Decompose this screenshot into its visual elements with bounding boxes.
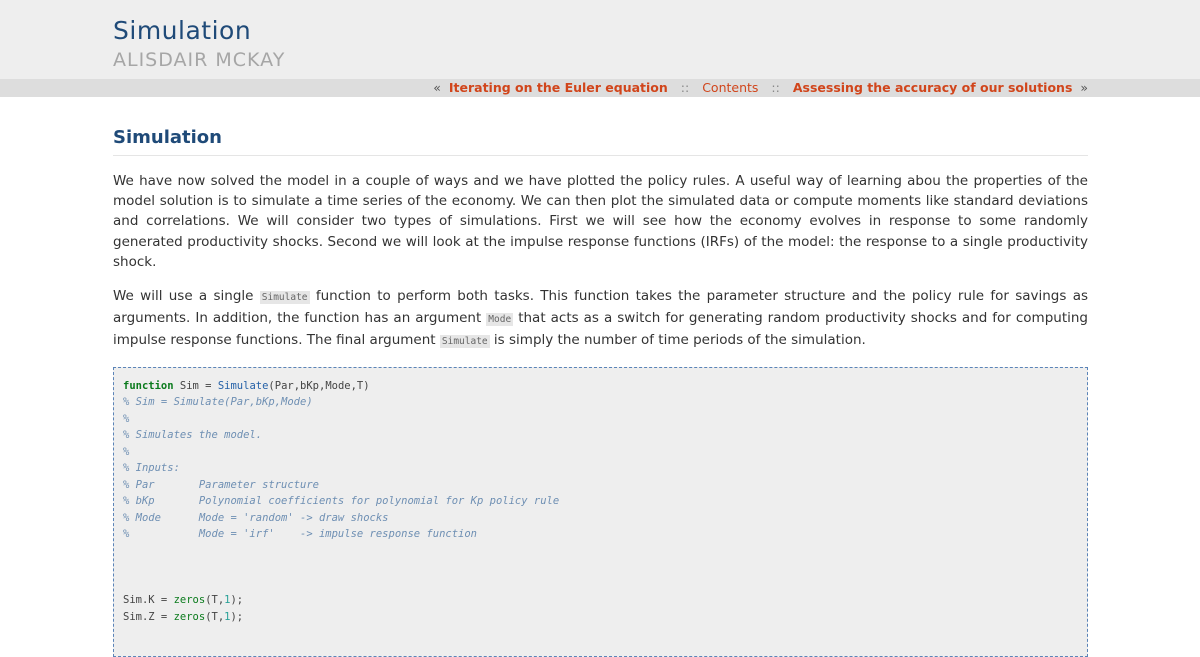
code-function-name: zeros [173, 610, 206, 623]
paragraph-text: function to perform both tasks. This function takes the parameter structure and the policy rule for savings as arguments. In addition, the function has an argument [113, 288, 1089, 327]
code-comment: % Mode = 'irf' -> impulse response function [123, 528, 478, 541]
code-line [123, 609, 1078, 626]
nav-separator: :: [771, 80, 780, 95]
code-comment: % bKp Polynomial coefficients for polynomial for Kp policy rule [123, 495, 560, 508]
next-page-link[interactable]: Assessing the accuracy of our solutions [792, 80, 1073, 95]
intro-paragraph: We have now solved the model in a couple of ways and we have plotted the policy rules. A useful way of learning abou the properties of the model solution is to simulate a time series of the economy. We can then plot the simulated data or compute moments like standard deviations and correlations. We will consider two types of simulations. First we will see how the economy evolves in response to some randomly generated productivity shocks. Second we will look at the impulse response functions (IRFs) of the model: the response to a single productivity shock. [113, 173, 1088, 270]
site-title[interactable]: Simulation [113, 16, 252, 45]
code-comment: % Mode Mode = 'random' -> draw shocks [123, 511, 389, 524]
code-number: 1 [224, 594, 231, 607]
code-comment: % Inputs: [123, 462, 180, 475]
code-comment: % [123, 412, 130, 425]
code-line [123, 378, 1078, 395]
right-quote: » [1080, 80, 1088, 95]
simulate-function-paragraph [113, 286, 1088, 353]
code-text: Sim.Z = [123, 610, 174, 623]
site-author: ALISDAIR MCKAY [113, 49, 286, 71]
inline-code-mode: Mode [488, 314, 512, 326]
paragraph-text: that acts as a switch for generating random productivity shocks and for computing impulse response functions. The final argument [113, 310, 1088, 349]
code-blank-line [123, 543, 1078, 560]
code-text: (T, [205, 594, 225, 607]
site-header [0, 0, 1200, 79]
code-text: Sim.K = [123, 594, 174, 607]
paragraph-text: We will use a single [113, 288, 260, 305]
code-block[interactable] [113, 367, 1088, 657]
section-heading: Simulation [113, 127, 1088, 156]
page-navigation [0, 79, 1200, 97]
contents-link[interactable]: Contents [702, 80, 759, 95]
code-text: ); [230, 610, 244, 623]
code-blank-line [123, 576, 1078, 593]
inline-code-simulate: Simulate [261, 292, 308, 304]
code-line [123, 592, 1078, 609]
code-text: ); [230, 594, 244, 607]
left-quote: « [433, 80, 441, 95]
prev-page-link[interactable]: Iterating on the Euler equation [448, 80, 668, 95]
nav-separator: :: [680, 80, 690, 95]
code-function-name: zeros [173, 594, 206, 607]
paragraph-text: is simply the number of time periods of the simulation. [489, 332, 866, 349]
code-text: (T, [205, 610, 225, 623]
code-text: Sim = [173, 379, 218, 392]
inline-code-simulate: Simulate [441, 336, 488, 348]
code-comment: % [123, 445, 130, 458]
code-function-name: Simulate [217, 379, 269, 392]
code-comment: % Simulates the model. [123, 429, 263, 442]
code-number: 1 [224, 610, 231, 623]
code-comment: % Sim = Simulate(Par,bKp,Mode) [123, 396, 313, 409]
code-comment: % Par Parameter structure [123, 478, 319, 491]
main-content [113, 97, 1088, 657]
code-blank-line [123, 559, 1078, 576]
code-text: (Par,bKp,Mode,T) [268, 379, 370, 392]
code-keyword: function [123, 379, 174, 392]
